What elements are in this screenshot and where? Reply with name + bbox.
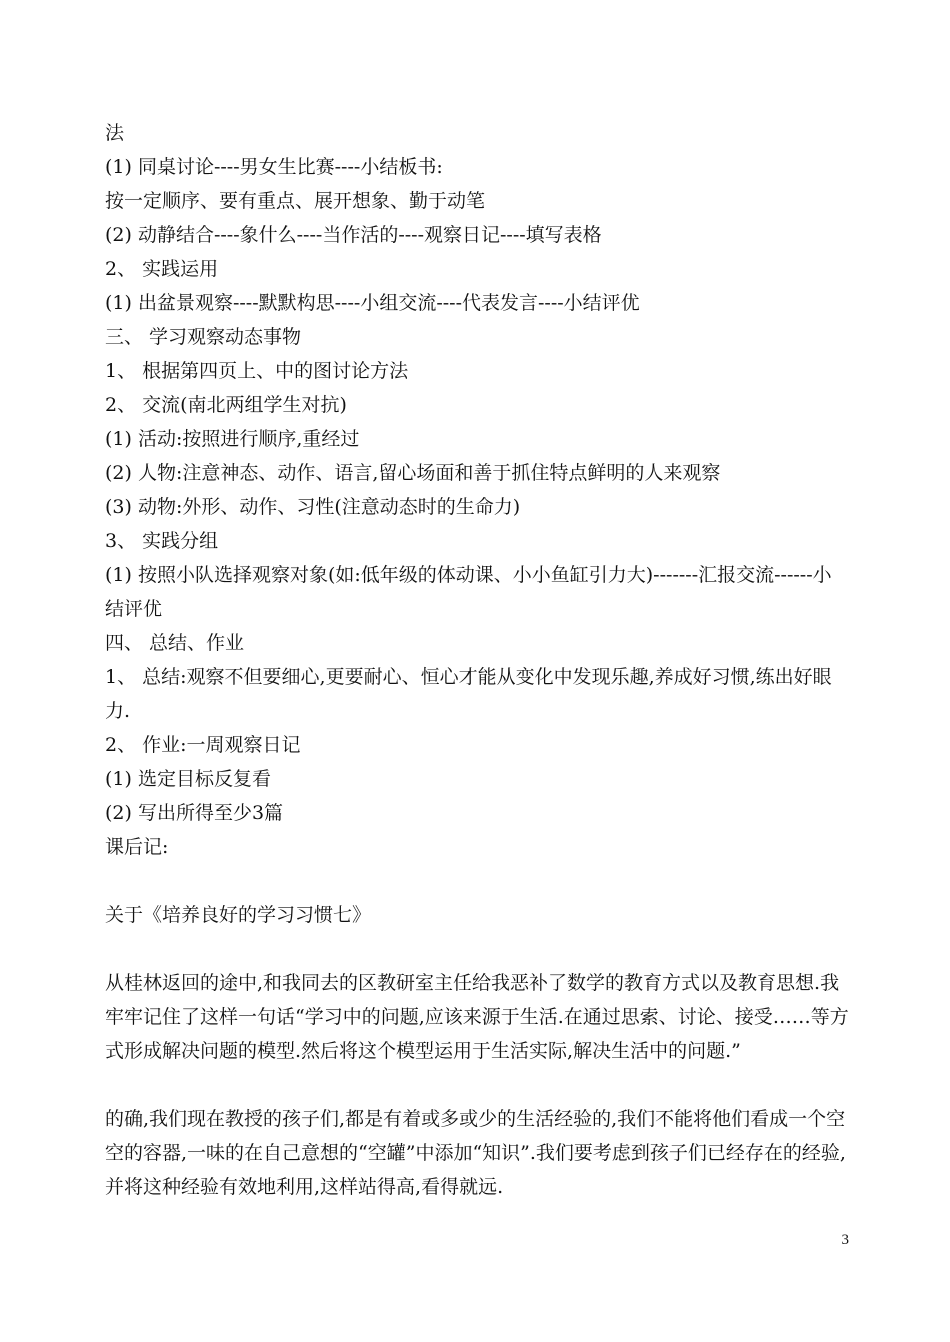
paragraph: (1) 按照小队选择观察对象(如:低年级的体动课、小小鱼缸引力大)-------汇报交流------小结评优: [105, 564, 832, 620]
section-heading: 三、 学习观察动态事物: [105, 326, 302, 348]
blank-line: [105, 1068, 850, 1102]
paragraph: 从桂林返回的途中,和我同去的区教研室主任给我恶补了数学的教育方式以及教育思想.我牢牢记住了这样一句话“学习中的问题,应该来源于生活.在通过思索、讨论、接受……等方式形成解决问题的模型.然后将这个模型运用于生活实际,解决生活中的问题.”: [105, 972, 849, 1062]
text-line: (2) 写出所得至少3篇: [105, 802, 284, 824]
text-line: (1) 活动:按照进行顺序,重经过: [105, 428, 360, 450]
text-line: 2、 作业:一周观察日记: [105, 734, 301, 756]
text-line: 3、 实践分组: [105, 530, 219, 552]
text-line: (1) 出盆景观察----默默构思----小组交流----代表发言----小结评优: [105, 292, 640, 314]
document-body: [105, 116, 850, 1204]
text-line: 2、 交流(南北两组学生对抗): [105, 394, 347, 416]
text-line: 按一定顺序、要有重点、展开想象、勤于动笔: [105, 190, 486, 212]
article-title: 关于《培养良好的学习习惯七》: [105, 904, 372, 926]
text-line: (1) 选定目标反复看: [105, 768, 271, 790]
blank-line: [105, 932, 850, 966]
section-heading: 四、 总结、作业: [105, 632, 245, 654]
text-line: (1) 同桌讨论----男女生比赛----小结板书:: [105, 156, 443, 178]
text-line: (2) 人物:注意神态、动作、语言,留心场面和善于抓住特点鲜明的人来观察: [105, 462, 721, 484]
paragraph: 的确,我们现在教授的孩子们,都是有着或多或少的生活经验的,我们不能将他们看成一个空空的容器,一味的在自己意想的“空罐”中添加“知识”.我们要考虑到孩子们已经存在的经验,并将这种经验有效地利用,这样站得高,看得就远.: [105, 1108, 846, 1198]
text-line: 1、 根据第四页上、中的图讨论方法: [105, 360, 409, 382]
page-number: 3: [841, 1232, 849, 1248]
text-line: 课后记:: [105, 836, 169, 858]
blank-line: [105, 864, 850, 898]
text-line: (3) 动物:外形、动作、习性(注意动态时的生命力): [105, 496, 521, 518]
paragraph: 1、 总结:观察不但要细心,更要耐心、恒心才能从变化中发现乐趣,养成好习惯,练出好眼力.: [105, 666, 832, 722]
text-line: 2、 实践运用: [105, 258, 219, 280]
text-line: (2) 动静结合----象什么----当作活的----观察日记----填写表格: [105, 224, 602, 246]
text-line: 法: [105, 122, 125, 144]
